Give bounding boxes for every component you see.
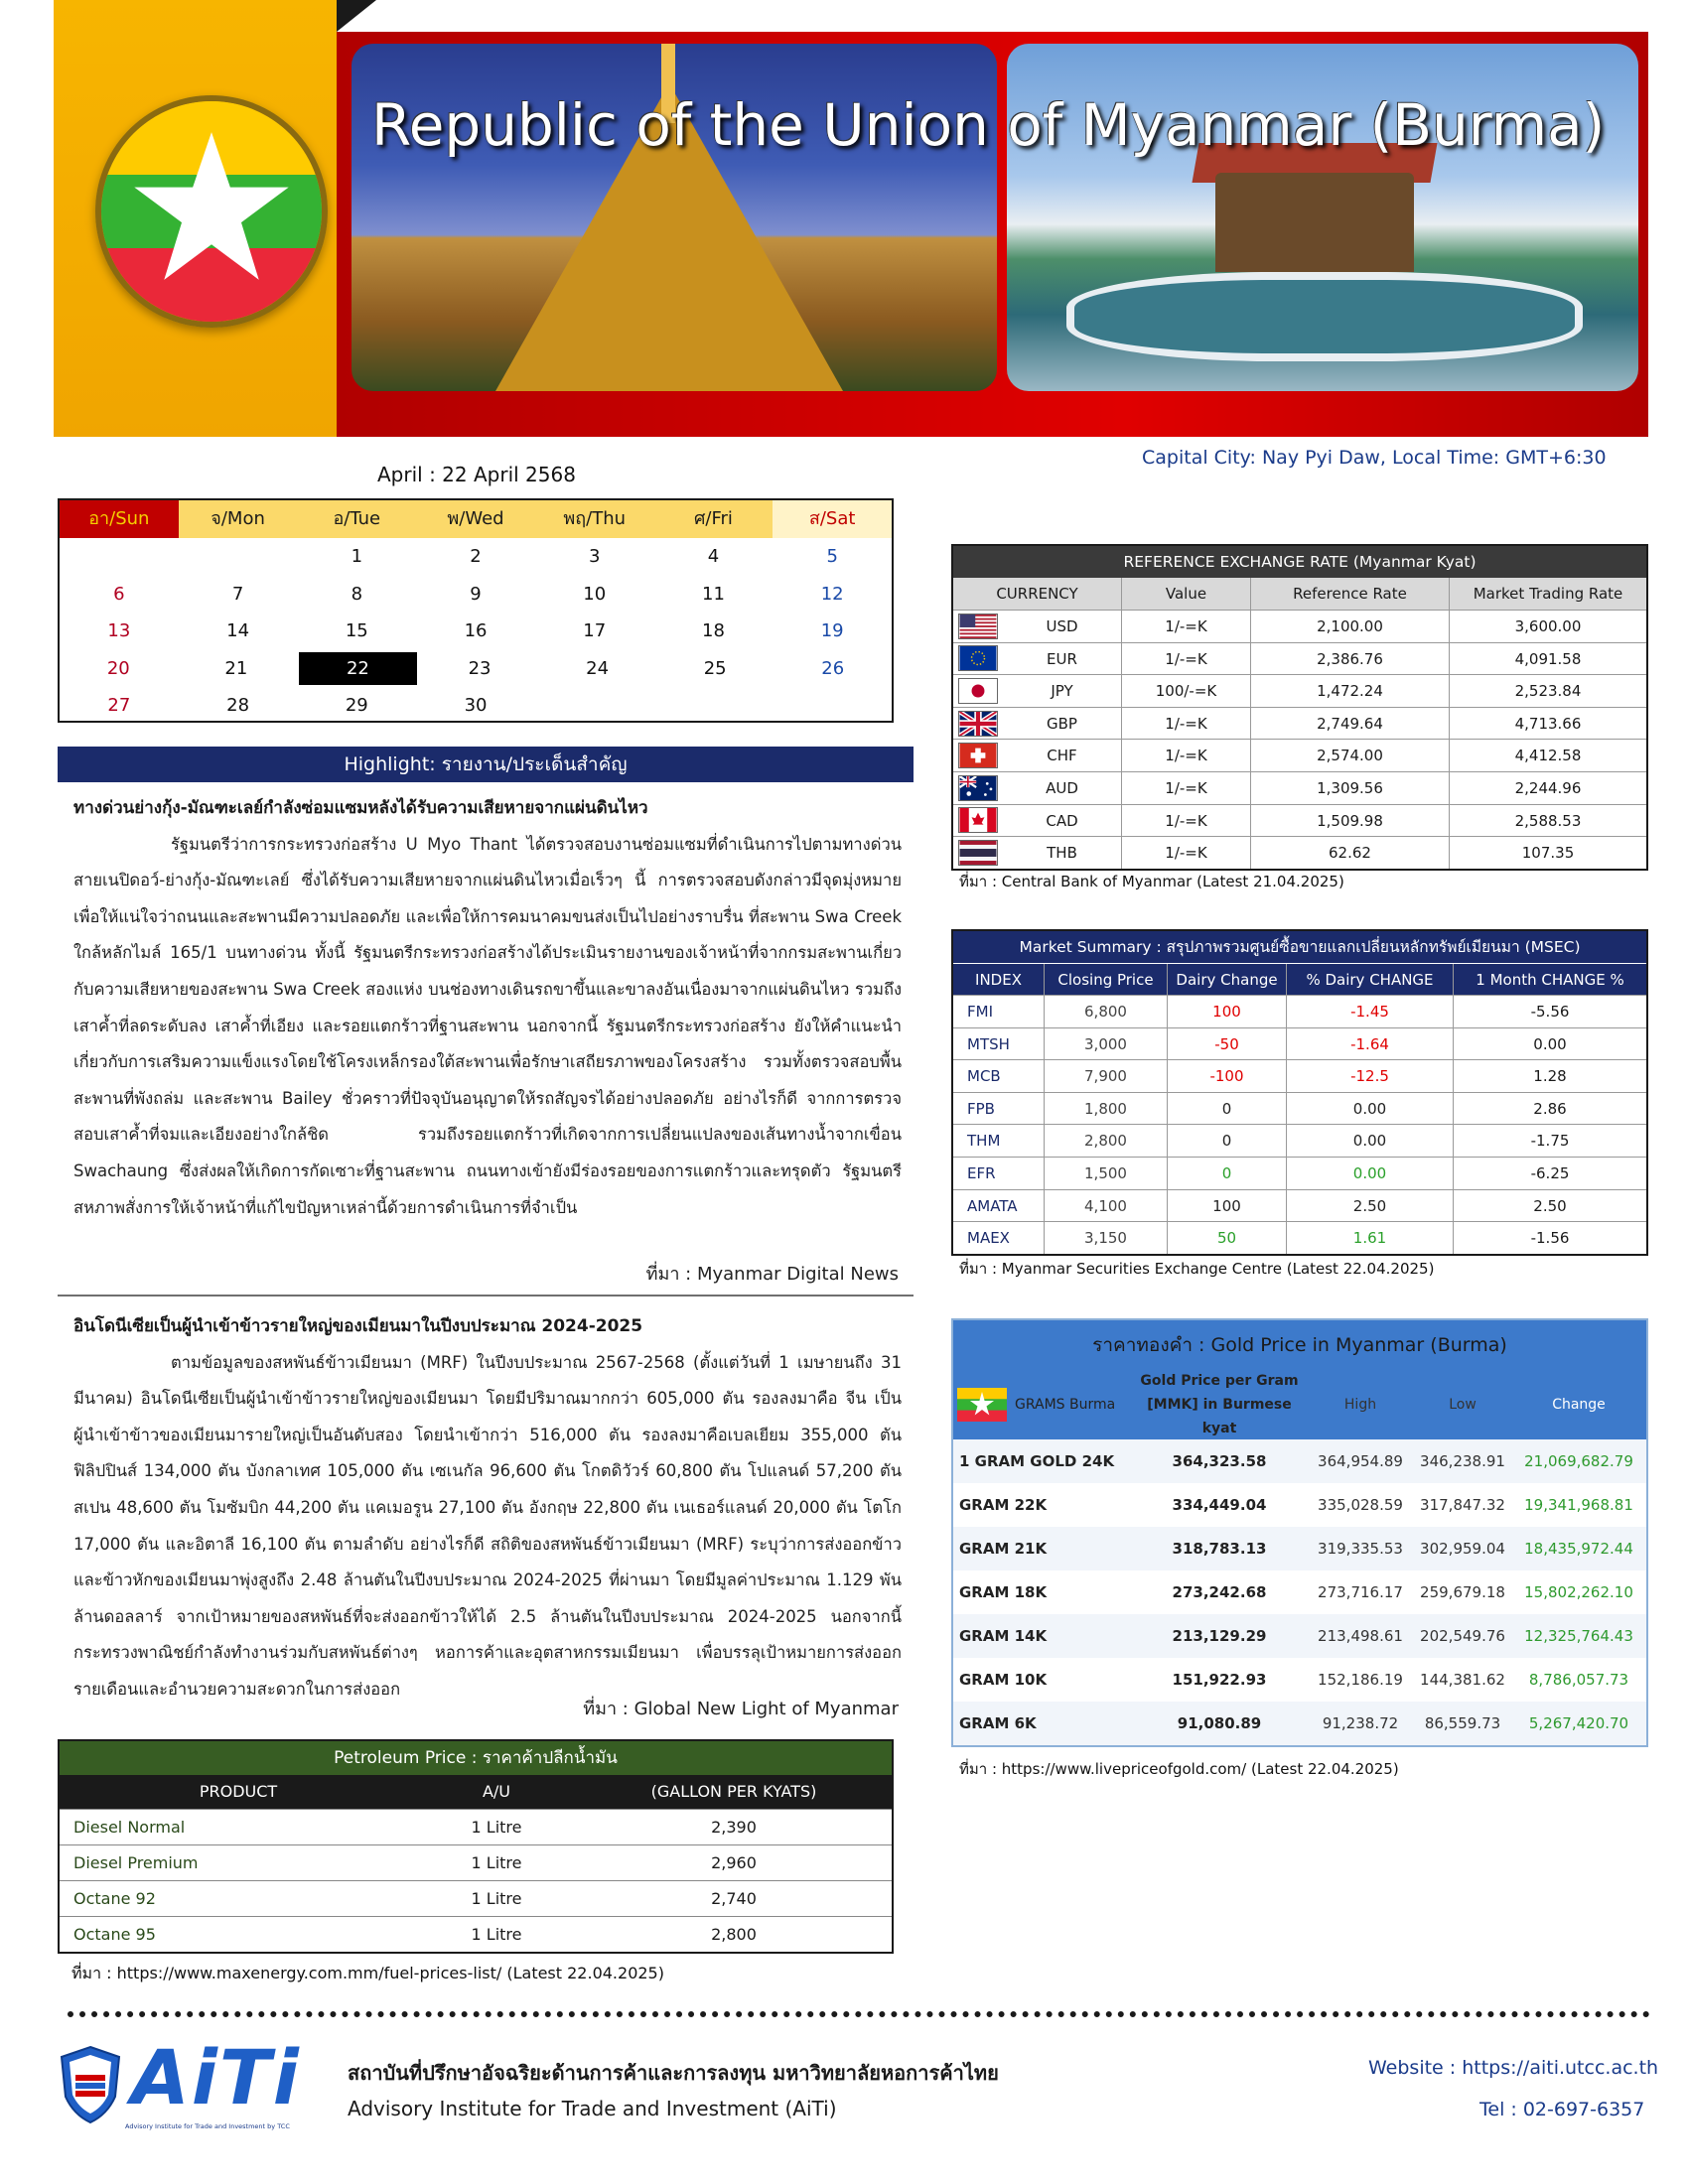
aiti-logo-subtitle: Advisory Institute for Trade and Investment by TCC bbox=[125, 2122, 290, 2130]
table-row bbox=[953, 1027, 1646, 1060]
calendar-cell: 30 bbox=[464, 695, 488, 716]
market-rate-cell: 2,523.84 bbox=[1514, 682, 1582, 701]
month-change-cell: -5.56 bbox=[1530, 1003, 1570, 1021]
unit-cell: 1 Litre bbox=[471, 1818, 522, 1837]
reference-rate-cell: 2,386.76 bbox=[1251, 643, 1450, 675]
market-source: ที่มา : Myanmar Securities Exchange Centre (Latest 22.04.2025) bbox=[959, 1260, 1435, 1278]
column-header: (GALLON PER KYATS) bbox=[650, 1782, 817, 1801]
myanmar-flag-icon bbox=[957, 1388, 1007, 1422]
petroleum-source: ที่มา : https://www.maxenergy.com.mm/fuel-prices-list/ (Latest 22.04.2025) bbox=[71, 1964, 664, 1982]
gold-grade-cell: GRAM 6K bbox=[959, 1714, 1037, 1732]
gold-low-cell: 317,847.32 bbox=[1420, 1496, 1505, 1514]
calendar-cell: 15 bbox=[345, 620, 368, 641]
table-row bbox=[953, 1483, 1646, 1527]
header-corner-tab bbox=[337, 0, 376, 32]
calendar-cell bbox=[654, 687, 774, 725]
star-icon bbox=[101, 101, 322, 322]
gold-low-cell: 144,381.62 bbox=[1420, 1671, 1505, 1689]
org-name-english: Advisory Institute for Trade and Investment (AiTi) bbox=[348, 2097, 837, 2120]
calendar-cell: 11 bbox=[702, 583, 725, 605]
market-rate-cell: 4,412.58 bbox=[1514, 747, 1582, 765]
currency-cell: USD bbox=[1003, 611, 1122, 642]
eu-flag-icon bbox=[958, 645, 998, 671]
table-row bbox=[953, 804, 1646, 837]
calendar-cell: 5 bbox=[826, 546, 838, 567]
daily-change-cell: -100 bbox=[1168, 1060, 1287, 1092]
price-cell: 2,390 bbox=[711, 1818, 757, 1837]
table-row bbox=[953, 739, 1646, 771]
petroleum-title: Petroleum Price : ราคาค้าปลีกน้ำมัน bbox=[60, 1741, 892, 1775]
gold-grade-cell: 1 GRAM GOLD 24K bbox=[959, 1452, 1115, 1470]
closing-price-cell: 4,100 bbox=[1045, 1190, 1168, 1222]
article-rice-import bbox=[73, 1308, 902, 1708]
gold-high-cell: 335,028.59 bbox=[1318, 1496, 1403, 1514]
calendar-cell: 27 bbox=[107, 695, 131, 716]
reference-rate-cell: 1,309.56 bbox=[1251, 772, 1450, 804]
value-cell: 1/-=K bbox=[1122, 740, 1251, 771]
index-cell: AMATA bbox=[953, 1190, 1045, 1222]
table-row bbox=[953, 1570, 1646, 1614]
currency-cell: AUD bbox=[1003, 772, 1122, 804]
aiti-logo-text: AiTi bbox=[131, 2033, 301, 2121]
month-change-cell: 2.86 bbox=[1533, 1099, 1567, 1118]
unit-cell: 1 Litre bbox=[471, 1889, 522, 1908]
gold-low-cell: 259,679.18 bbox=[1420, 1583, 1505, 1601]
calendar-cell: 1 bbox=[351, 546, 363, 567]
table-row bbox=[953, 1527, 1646, 1570]
product-cell: Octane 92 bbox=[73, 1889, 156, 1908]
page-header bbox=[54, 0, 1648, 437]
calendar-cell-today: 22 bbox=[299, 652, 417, 686]
month-change-cell: 0.00 bbox=[1533, 1034, 1567, 1053]
column-header: Value bbox=[1122, 578, 1251, 610]
reference-rate-cell: 2,100.00 bbox=[1251, 611, 1450, 642]
closing-price-cell: 7,900 bbox=[1045, 1060, 1168, 1092]
calendar-cell: 19 bbox=[820, 620, 844, 641]
gold-price-cell: 213,129.29 bbox=[1172, 1627, 1267, 1645]
gold-high-cell: 273,716.17 bbox=[1318, 1583, 1403, 1601]
article-body: ตามข้อมูลของสหพันธ์ข้าวเมียนมา (MRF) ในปีงบประมาณ 2567-2568 (ตั้งแต่วันที่ 1 เมษายนถึง 31 มีนาคม) อินโดนีเซียเป็นผู้นำเข้าข้าวรายใหญ่ของเมียนมา โดยมีปริมาณมากกว่า 605,000 ตัน รองลงมาคือ จีน เป็นผู้นำเข้าข้าวของเมียนมารายใหญ่เป็นอันดับสอง โดยนำเข้ากว่า 516,000 ตัน รองลงมาคือเบลเยียม 355,000 ตัน ฟิลิปปินส์ 134,000 ตัน บังกลาเทศ 105,000 ตัน เซเนกัล 96,600 ตัน โกตดิวัวร์ 60,800 ตัน โปแลนด์ 57,200 ตัน สเปน 48,600 ตัน โมซัมบิก 44,200 ตัน แคเมอรูน 27,100 ตัน อังกฤษ 22,800 ตัน เนเธอร์แลนด์ 20,000 ตัน โตโก 17,000 ตัน และอิตาลี 16,100 ตัน ตามลำดับ อย่างไรก็ดี สถิติของสหพันธ์ข้าวเมียนมา (MRF) ระบุว่าการส่งออกข้าวและข้าวหักของเมียนมาพุ่งสูงถึง 2.48 ล้านตันในปีงบประมาณ 2024-2025 ที่ผ่านมา โดยมีมูลค่าประมาณ 1.129 พันล้านดอลลาร์ จากเป้าหมายของสหพันธ์ที่จะส่งออกข้าวให้ได้ 2.5 ล้านตันในปีงบประมาณ 2024-2025 นอกจากนี้ กระทรวงพาณิชย์กำลังทำงานร่วมกับสหพันธ์ต่างๆ หอการค้าและอุตสาหกรรมเมียนมา เพื่อบรรลุเป้าหมายการส่งออกรายเดือนและอำนวยความสะดวกในการส่งออก bbox=[73, 1352, 902, 1699]
product-cell: Diesel Normal bbox=[73, 1818, 186, 1837]
column-header: Closing Price bbox=[1045, 964, 1168, 995]
gold-low-cell: 302,959.04 bbox=[1420, 1540, 1505, 1558]
table-row bbox=[953, 1702, 1646, 1745]
pavilion-shape bbox=[1215, 173, 1414, 272]
petroleum-header bbox=[60, 1775, 892, 1809]
org-name-thai: สถาบันที่ปรึกษาอัจฉริยะด้านการค้าและการลงทุน มหาวิทยาลัยหอการค้าไทย bbox=[348, 2061, 999, 2085]
market-title: Market Summary : สรุปภาพรวมศูนย์ซื้อขายแลกเปลี่ยนหลักทรัพย์เมียนมา (MSEC) bbox=[953, 931, 1646, 963]
uk-flag-icon bbox=[958, 711, 998, 737]
value-cell: 1/-=K bbox=[1122, 837, 1251, 869]
table-row bbox=[953, 1124, 1646, 1157]
month-change-cell: -1.75 bbox=[1530, 1132, 1570, 1151]
closing-price-cell: 1,800 bbox=[1045, 1093, 1168, 1125]
footer-divider bbox=[68, 2011, 1650, 2017]
exchange-title: REFERENCE EXCHANGE RATE (Myanmar Kyat) bbox=[953, 546, 1646, 578]
daily-change-pct-cell: 0.00 bbox=[1287, 1093, 1454, 1125]
value-cell: 1/-=K bbox=[1122, 611, 1251, 642]
gold-price-cell: 334,449.04 bbox=[1172, 1496, 1267, 1514]
gold-grade-cell: GRAM 21K bbox=[959, 1540, 1048, 1558]
gold-grade-cell: GRAM 14K bbox=[959, 1627, 1048, 1645]
us-flag-icon bbox=[958, 614, 998, 639]
table-row bbox=[953, 836, 1646, 869]
section-divider bbox=[58, 1295, 914, 1297]
table-row bbox=[953, 1439, 1646, 1483]
calendar-day-name: อา/Sun bbox=[60, 500, 179, 538]
column-header: PRODUCT bbox=[199, 1782, 278, 1801]
daily-change-cell: 100 bbox=[1168, 996, 1287, 1027]
column-header: CURRENCY bbox=[953, 578, 1122, 610]
article-source: ที่มา : Myanmar Digital News bbox=[645, 1264, 899, 1285]
calendar-cell: 16 bbox=[464, 620, 488, 641]
table-row bbox=[953, 1157, 1646, 1189]
myanmar-flag-icon bbox=[95, 95, 328, 328]
gold-high-cell: 152,186.19 bbox=[1318, 1671, 1403, 1689]
table-row bbox=[953, 1658, 1646, 1702]
reference-rate-cell: 2,574.00 bbox=[1251, 740, 1450, 771]
gold-low-cell: 202,549.76 bbox=[1420, 1627, 1505, 1645]
market-rate-cell: 4,091.58 bbox=[1514, 649, 1582, 668]
daily-change-pct-cell: 0.00 bbox=[1287, 1125, 1454, 1157]
currency-cell: THB bbox=[1003, 837, 1122, 869]
calendar-cell: 18 bbox=[702, 620, 725, 641]
calendar-cell: 2 bbox=[470, 546, 482, 567]
date-line: April : 22 April 2568 bbox=[377, 463, 576, 486]
table-row bbox=[953, 771, 1646, 804]
market-rate-cell: 3,600.00 bbox=[1514, 617, 1582, 635]
exchange-header bbox=[953, 578, 1646, 610]
calendar-cell bbox=[179, 538, 298, 576]
gold-change-cell: 18,435,972.44 bbox=[1524, 1540, 1633, 1558]
calendar-cell bbox=[60, 538, 179, 576]
reference-rate-cell: 2,749.64 bbox=[1251, 708, 1450, 740]
pool-shape bbox=[1066, 272, 1583, 361]
calendar-cell: 4 bbox=[707, 546, 720, 567]
calendar-week bbox=[60, 613, 892, 650]
calendar-cell: 14 bbox=[226, 620, 250, 641]
calendar-cell: 25 bbox=[703, 657, 727, 679]
calendar-header bbox=[60, 500, 892, 538]
column-header: % Dairy CHANGE bbox=[1287, 964, 1454, 995]
calendar-cell: 20 bbox=[106, 657, 130, 679]
gold-source: ที่มา : https://www.livepriceofgold.com/ (Latest 22.04.2025) bbox=[959, 1760, 1399, 1778]
column-header: Gold Price per Gram [MMK] in Burmese kyat bbox=[1140, 1373, 1299, 1436]
table-row bbox=[953, 1189, 1646, 1222]
table-row bbox=[953, 642, 1646, 675]
table-row bbox=[953, 707, 1646, 740]
column-header: 1 Month CHANGE % bbox=[1476, 971, 1624, 989]
product-cell: Octane 95 bbox=[73, 1925, 156, 1944]
reference-rate-cell: 1,472.24 bbox=[1251, 675, 1450, 707]
table-row bbox=[953, 1092, 1646, 1125]
gold-high-cell: 91,238.72 bbox=[1322, 1714, 1399, 1732]
gold-change-cell: 8,786,057.73 bbox=[1528, 1671, 1629, 1689]
page-title: Republic of the Union of Myanmar (Burma) bbox=[371, 91, 1606, 159]
column-header: Low bbox=[1449, 1397, 1477, 1413]
calendar-cell bbox=[535, 687, 654, 725]
article-source: ที่มา : Global New Light of Myanmar bbox=[583, 1699, 899, 1719]
gold-grade-cell: GRAM 22K bbox=[959, 1496, 1048, 1514]
value-cell: 1/-=K bbox=[1122, 772, 1251, 804]
calendar-cell: 10 bbox=[583, 583, 607, 605]
closing-price-cell: 1,500 bbox=[1045, 1158, 1168, 1189]
price-cell: 2,800 bbox=[711, 1925, 757, 1944]
currency-cell: EUR bbox=[1003, 643, 1122, 675]
daily-change-cell: 0 bbox=[1168, 1093, 1287, 1125]
value-cell: 1/-=K bbox=[1122, 643, 1251, 675]
daily-change-cell: 100 bbox=[1168, 1190, 1287, 1222]
daily-change-pct-cell: -1.45 bbox=[1287, 996, 1454, 1027]
daily-change-pct-cell: 0.00 bbox=[1287, 1158, 1454, 1189]
daily-change-pct-cell: -1.64 bbox=[1287, 1028, 1454, 1060]
calendar-cell: 12 bbox=[820, 583, 844, 605]
market-rate-cell: 2,244.96 bbox=[1514, 778, 1582, 797]
column-header: Reference Rate bbox=[1251, 578, 1450, 610]
table-row bbox=[953, 1059, 1646, 1092]
index-cell: MTSH bbox=[953, 1028, 1045, 1060]
gold-high-cell: 213,498.61 bbox=[1318, 1627, 1403, 1645]
gold-grade-cell: GRAM 18K bbox=[959, 1583, 1048, 1601]
product-cell: Diesel Premium bbox=[73, 1853, 199, 1872]
calendar-cell: 9 bbox=[470, 583, 482, 605]
calendar-day-name: ส/Sat bbox=[773, 500, 892, 538]
market-summary-table bbox=[951, 929, 1648, 1256]
price-cell: 2,740 bbox=[711, 1889, 757, 1908]
daily-change-pct-cell: 2.50 bbox=[1287, 1190, 1454, 1222]
ch-flag-icon bbox=[958, 743, 998, 768]
daily-change-cell: -50 bbox=[1168, 1028, 1287, 1060]
calendar-cell: 8 bbox=[351, 583, 363, 605]
gold-change-cell: 15,802,262.10 bbox=[1524, 1583, 1633, 1601]
reference-rate-cell: 62.62 bbox=[1251, 837, 1450, 869]
reference-rate-cell: 1,509.98 bbox=[1251, 805, 1450, 837]
calendar-cell: 24 bbox=[586, 657, 610, 679]
column-header: A/U bbox=[482, 1782, 511, 1801]
value-cell: 1/-=K bbox=[1122, 805, 1251, 837]
website-link[interactable]: Website : https://aiti.utcc.ac.th bbox=[1368, 2057, 1659, 2079]
calendar-cell: 21 bbox=[224, 657, 248, 679]
calendar-day-name: อ/Tue bbox=[333, 508, 381, 529]
calendar-cell: 23 bbox=[468, 657, 492, 679]
index-cell: MCB bbox=[953, 1060, 1045, 1092]
gold-low-cell: 346,238.91 bbox=[1420, 1452, 1505, 1470]
calendar-cell: 28 bbox=[226, 695, 250, 716]
article-title: อินโดนีเซียเป็นผู้นำเข้าข้าวรายใหญ่ของเมียนมาในปีงบประมาณ 2024-2025 bbox=[73, 1316, 643, 1336]
gold-price-cell: 364,323.58 bbox=[1172, 1452, 1267, 1470]
calendar-week bbox=[60, 538, 892, 576]
table-row bbox=[953, 995, 1646, 1027]
gold-price-cell: 151,922.93 bbox=[1172, 1671, 1267, 1689]
column-header: High bbox=[1343, 1397, 1377, 1413]
highlight-bar: Highlight: รายงาน/ประเด็นสำคัญ bbox=[58, 747, 914, 782]
calendar-cell: 7 bbox=[231, 583, 244, 605]
daily-change-pct-cell: 1.61 bbox=[1287, 1222, 1454, 1254]
article-body: รัฐมนตรีว่าการกระทรวงก่อสร้าง U Myo Thant ได้ตรวจสอบงานซ่อมแซมที่ดำเนินการไปตามทางด่วนสายเนปิดอว์-ย่างกุ้ง-มัณฑะเลย์ ซึ่งได้รับความเสียหายจากแผ่นดินไหวเมื่อเร็วๆ นี้ การตรวจสอบดังกล่าวมีจุดมุ่งหมายเพื่อให้แน่ใจว่าถนนและสะพานมีความปลอดภัย และเพื่อให้การคมนาคมขนส่งเป็นไปอย่างราบรื่น ที่สะพาน Swa Creek ใกล้หลักไมล์ 165/1 บนทางด่วน ทั้งนี้ รัฐมนตรีกระทรวงก่อสร้างได้ประเมินรายงานของเจ้าหน้าที่จากกรมสะพานเกี่ยวกับความเสียหายของสะพาน Swa Creek สองแห่ง บนช่องทางเดินรถขาขึ้นและขาลงอันเนื่องมาจากแผ่นดินไหว รวมถึงเสาค้ำที่ลดระดับลง เสาค้ำที่เอียง และรอยแตกร้าวที่ฐานสะพาน นอกจากนี้ รัฐมนตรีกระทรวงก่อสร้าง ยังให้คำแนะนำเกี่ยวกับการเสริมความแข็งแรงโดยใช้โครงเหล็กรองใต้สะพานเพื่อรักษาเสถียรภาพของโครงสร้าง รวมทั้งตรวจสอบพื้นสะพานที่พังถล่ม และสะพาน Bailey ชั่วคราวที่ปัจจุบันอนุญาตให้รถสัญจรได้อย่างปลอดภัย อย่างไรก็ดี จากการตรวจสอบเสาค้ำที่จมและเอียงอย่างใกล้ชิด รวมถึงรอยแตกร้าวที่เกิดจากการเปลี่ยนแปลงของเส้นทางน้ำจากเขื่อน Swachaung ซึ่งส่งผลให้เกิดการกัดเซาะที่ฐานสะพาน ถนนทางเข้ายังมีร่องรอยของการแตกร้าวและทรุดตัว รัฐมนตรีสหภาพสั่งการให้เจ้าหน้าที่แก้ไขปัญหาเหล่านี้ด้วยการดำเนินการที่จำเป็น bbox=[73, 834, 902, 1217]
exchange-rate-table bbox=[951, 544, 1648, 871]
calendar-cell: 3 bbox=[589, 546, 601, 567]
gold-high-cell: 319,335.53 bbox=[1318, 1540, 1403, 1558]
month-change-cell: 2.50 bbox=[1533, 1196, 1567, 1215]
daily-change-pct-cell: -12.5 bbox=[1287, 1060, 1454, 1092]
closing-price-cell: 3,150 bbox=[1045, 1222, 1168, 1254]
index-cell: MAEX bbox=[953, 1222, 1045, 1254]
gold-change-cell: 5,267,420.70 bbox=[1528, 1714, 1629, 1732]
article-expressway bbox=[73, 790, 902, 1226]
gold-low-cell: 86,559.73 bbox=[1424, 1714, 1501, 1732]
index-cell: FMI bbox=[953, 996, 1045, 1027]
calendar-day-name: พ/Wed bbox=[447, 508, 504, 529]
closing-price-cell: 2,800 bbox=[1045, 1125, 1168, 1157]
table-row bbox=[60, 1809, 892, 1844]
table-row bbox=[60, 1880, 892, 1916]
table-row bbox=[60, 1916, 892, 1952]
unit-cell: 1 Litre bbox=[471, 1853, 522, 1872]
gold-change-cell: 12,325,764.43 bbox=[1524, 1627, 1633, 1645]
article-title: ทางด่วนย่างกุ้ง-มัณฑะเลย์กำลังซ่อมแซมหลังได้รับความเสียหายจากแผ่นดินไหว bbox=[73, 798, 648, 818]
market-rate-cell: 2,588.53 bbox=[1514, 811, 1582, 830]
currency-cell: CHF bbox=[1003, 740, 1122, 771]
gold-price-cell: 273,242.68 bbox=[1172, 1583, 1267, 1601]
telephone-number: Tel : 02-697-6357 bbox=[1479, 2099, 1645, 2120]
gold-header bbox=[953, 1370, 1646, 1439]
calendar-cell: 6 bbox=[113, 583, 125, 605]
calendar bbox=[58, 498, 894, 723]
gold-price-table bbox=[951, 1318, 1648, 1747]
market-header bbox=[953, 963, 1646, 995]
table-row bbox=[60, 1844, 892, 1880]
petroleum-table bbox=[58, 1739, 894, 1954]
aiti-shield-logo-icon bbox=[58, 2045, 123, 2124]
currency-cell: JPY bbox=[1003, 675, 1122, 707]
month-change-cell: 1.28 bbox=[1533, 1067, 1567, 1086]
gold-change-cell: 21,069,682.79 bbox=[1524, 1452, 1633, 1470]
gold-grade-cell: GRAM 10K bbox=[959, 1671, 1048, 1689]
calendar-week bbox=[60, 687, 892, 725]
daily-change-cell: 0 bbox=[1168, 1158, 1287, 1189]
gold-change-cell: 19,341,968.81 bbox=[1524, 1496, 1633, 1514]
au-flag-icon bbox=[958, 775, 998, 801]
value-cell: 100/-=K bbox=[1122, 675, 1251, 707]
index-cell: EFR bbox=[953, 1158, 1045, 1189]
price-cell: 2,960 bbox=[711, 1853, 757, 1872]
calendar-day-name: จ/Mon bbox=[211, 508, 265, 529]
calendar-cell: 29 bbox=[345, 695, 368, 716]
column-header: Market Trading Rate bbox=[1473, 585, 1623, 603]
calendar-cell: 17 bbox=[583, 620, 607, 641]
closing-price-cell: 6,800 bbox=[1045, 996, 1168, 1027]
ca-flag-icon bbox=[958, 807, 998, 833]
calendar-week bbox=[60, 576, 892, 614]
calendar-cell: 13 bbox=[107, 620, 131, 641]
gold-high-cell: 364,954.89 bbox=[1318, 1452, 1403, 1470]
column-header-label: GRAMS Burma bbox=[1015, 1397, 1116, 1413]
table-row bbox=[953, 674, 1646, 707]
gold-title: ราคาทองคำ : Gold Price in Myanmar (Burma) bbox=[953, 1320, 1646, 1370]
table-row bbox=[953, 1614, 1646, 1658]
column-header: Dairy Change bbox=[1168, 964, 1287, 995]
gold-price-cell: 91,080.89 bbox=[1177, 1714, 1262, 1732]
column-header: INDEX bbox=[953, 964, 1045, 995]
currency-cell: GBP bbox=[1003, 708, 1122, 740]
index-cell: FPB bbox=[953, 1093, 1045, 1125]
gold-price-cell: 318,783.13 bbox=[1172, 1540, 1267, 1558]
market-rate-cell: 4,713.66 bbox=[1514, 714, 1582, 733]
column-header: Change bbox=[1552, 1397, 1606, 1413]
calendar-cell: 26 bbox=[821, 657, 845, 679]
daily-change-cell: 0 bbox=[1168, 1125, 1287, 1157]
unit-cell: 1 Litre bbox=[471, 1925, 522, 1944]
market-rate-cell: 107.35 bbox=[1521, 844, 1575, 863]
table-row bbox=[953, 1221, 1646, 1254]
exchange-source: ที่มา : Central Bank of Myanmar (Latest 21.04.2025) bbox=[959, 873, 1344, 890]
currency-cell: CAD bbox=[1003, 805, 1122, 837]
closing-price-cell: 3,000 bbox=[1045, 1028, 1168, 1060]
value-cell: 1/-=K bbox=[1122, 708, 1251, 740]
table-row bbox=[953, 610, 1646, 642]
calendar-cell bbox=[773, 687, 892, 725]
daily-change-cell: 50 bbox=[1168, 1222, 1287, 1254]
column-header bbox=[953, 1370, 1132, 1439]
jp-flag-icon bbox=[958, 678, 998, 704]
calendar-day-name: พฤ/Thu bbox=[563, 508, 627, 529]
month-change-cell: -1.56 bbox=[1530, 1229, 1570, 1248]
month-change-cell: -6.25 bbox=[1530, 1163, 1570, 1182]
calendar-day-name: ศ/Fri bbox=[693, 508, 733, 529]
th-flag-icon bbox=[958, 840, 998, 866]
capital-line: Capital City: Nay Pyi Daw, Local Time: GMT+6:30 bbox=[1142, 447, 1607, 469]
index-cell: THM bbox=[953, 1125, 1045, 1157]
calendar-week bbox=[60, 650, 892, 688]
